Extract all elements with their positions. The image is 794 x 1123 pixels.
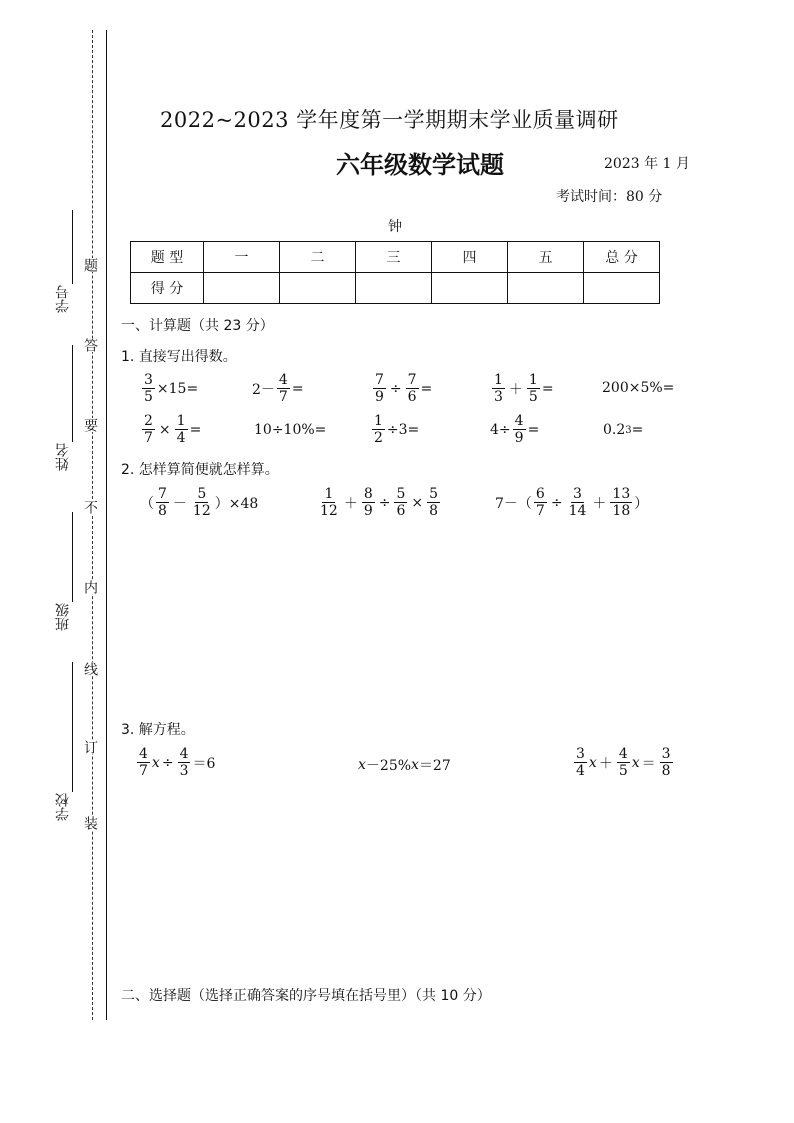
fraction xyxy=(534,486,547,519)
binding-word-nei: 内 xyxy=(82,580,98,594)
numerator: 1 xyxy=(494,372,503,388)
denominator: 5 xyxy=(528,389,538,405)
operator: ÷ xyxy=(378,494,391,511)
denominator: 3 xyxy=(179,763,189,779)
numerator: 2 xyxy=(144,413,153,429)
q1-item-f xyxy=(140,413,201,446)
denominator: 7 xyxy=(139,763,148,779)
numerator: 4 xyxy=(179,746,189,762)
expr-tail: ×15= xyxy=(156,380,199,397)
power-base: 0.2 xyxy=(603,422,626,438)
fraction xyxy=(527,372,540,405)
numerator: 3 xyxy=(661,746,671,762)
denominator: 12 xyxy=(192,503,211,519)
fraction xyxy=(277,372,290,405)
fraction xyxy=(178,746,191,779)
numerator: 8 xyxy=(363,486,373,502)
denominator: 4 xyxy=(576,763,585,779)
expr-close: ）×48 xyxy=(214,495,259,512)
operator: － xyxy=(172,495,187,512)
expr-tail: = xyxy=(541,380,554,397)
score-table-score-row xyxy=(131,273,660,304)
fraction xyxy=(362,486,375,519)
expr-tail: ＝6 xyxy=(192,755,216,772)
denominator: 5 xyxy=(618,763,628,779)
numerator: 3 xyxy=(144,372,153,388)
denominator: 8 xyxy=(429,503,439,519)
q1-label: 1. 直接写出得数。 xyxy=(121,349,237,365)
denominator: 14 xyxy=(568,503,587,519)
expr-prefix: 7－（ xyxy=(495,495,532,512)
numerator: 7 xyxy=(375,372,384,388)
score-header-4: 四 xyxy=(432,242,508,273)
field-class-label: 班级 xyxy=(55,603,71,631)
fraction xyxy=(406,372,419,405)
numerator: 4 xyxy=(618,746,628,762)
score-row-label: 得 分 xyxy=(131,273,204,304)
fraction xyxy=(610,486,632,519)
binding-word-yao: 要 xyxy=(82,418,98,432)
expr-open: （ xyxy=(140,495,154,512)
numerator: 5 xyxy=(197,486,207,502)
fraction xyxy=(660,746,673,779)
binding-word-ti: 题 xyxy=(82,258,98,272)
expr-tail: = xyxy=(189,421,202,438)
field-name-label: 姓名 xyxy=(55,443,71,471)
q1-item-h xyxy=(370,413,419,446)
expr-tail: ＝27 xyxy=(418,758,451,774)
fraction xyxy=(142,372,155,405)
denominator: 9 xyxy=(514,430,524,446)
section2-heading: 二、选择题（选择正确答案的序号填在括号里）（共 10 分） xyxy=(121,988,491,1004)
variable-x: x xyxy=(151,754,160,771)
fraction xyxy=(156,486,169,519)
score-cell-total[interactable] xyxy=(584,273,660,304)
score-header-2: 二 xyxy=(280,242,356,273)
denominator: 9 xyxy=(363,503,373,519)
numerator: 1 xyxy=(528,372,538,388)
fraction xyxy=(372,413,385,446)
numerator: 1 xyxy=(324,486,334,502)
denominator: 12 xyxy=(320,503,338,519)
q1-item-b xyxy=(252,372,304,405)
numerator: 1 xyxy=(176,413,186,429)
fraction xyxy=(394,486,407,519)
operator: ＋ xyxy=(343,495,358,512)
denominator: 3 xyxy=(494,389,503,405)
binding-solid-line xyxy=(106,30,107,1020)
expr-tail: = xyxy=(631,422,644,438)
denominator: 7 xyxy=(535,503,545,519)
exam-title: 2022~2023 学年度第一学期期末学业质量调研 xyxy=(160,108,619,132)
operator: ＋ xyxy=(598,755,613,772)
field-id-blank[interactable] xyxy=(72,210,73,284)
score-cell-1[interactable] xyxy=(204,273,280,304)
expr-tail: = xyxy=(420,380,433,397)
operator: ÷ xyxy=(550,494,563,511)
fraction xyxy=(574,746,587,779)
field-school-blank[interactable] xyxy=(72,662,73,792)
fraction xyxy=(142,413,155,446)
q3-equation-1 xyxy=(135,746,215,779)
score-header-5: 五 xyxy=(508,242,584,273)
numerator: 5 xyxy=(429,486,439,502)
binding-word-da: 答 xyxy=(82,338,98,352)
numerator: 4 xyxy=(278,372,288,388)
fraction xyxy=(513,413,526,446)
score-header-type: 题 型 xyxy=(131,242,204,273)
numerator: 7 xyxy=(158,486,167,502)
variable-x: x xyxy=(358,757,366,773)
score-header-1: 一 xyxy=(204,242,280,273)
binding-word-bu: 不 xyxy=(82,500,98,514)
power-exponent: 3 xyxy=(625,424,632,436)
denominator: 6 xyxy=(396,503,406,519)
field-id-label: 学号 xyxy=(55,285,71,313)
operator: ÷ xyxy=(161,754,174,771)
denominator: 7 xyxy=(144,430,153,446)
numerator: 7 xyxy=(407,372,417,388)
q1-item-i xyxy=(490,413,539,446)
exam-subtitle: 六年级数学试题 xyxy=(336,151,504,179)
denominator: 2 xyxy=(374,430,383,446)
q1-item-c xyxy=(371,372,432,405)
variable-x: x xyxy=(631,754,640,771)
numerator: 13 xyxy=(612,486,631,502)
expr-tail: ÷3= xyxy=(386,421,420,438)
score-cell-2[interactable] xyxy=(280,273,356,304)
numerator: 4 xyxy=(139,746,148,762)
fraction xyxy=(191,486,213,519)
operator: ＝ xyxy=(641,755,656,772)
score-header-total: 总 分 xyxy=(584,242,660,273)
expr-close: ） xyxy=(634,495,649,512)
fraction xyxy=(373,372,386,405)
denominator: 8 xyxy=(158,503,167,519)
q1-item-a xyxy=(140,372,198,405)
numerator: 3 xyxy=(576,746,585,762)
operator: × xyxy=(411,494,424,511)
variable-x: x xyxy=(588,754,597,771)
expr-tail: = xyxy=(527,421,540,438)
exam-time: 考试时间：80 分 xyxy=(556,189,663,205)
score-cell-5[interactable] xyxy=(508,273,584,304)
exam-time-continued: 钟 xyxy=(388,219,402,235)
binding-word-xian: 线 xyxy=(82,662,98,676)
q3-equation-2 xyxy=(358,755,451,775)
section1-heading: 一、计算题（共 23 分） xyxy=(121,318,274,334)
q2-expression-3 xyxy=(495,486,648,519)
numerator: 3 xyxy=(573,486,582,502)
fraction xyxy=(175,413,188,446)
fraction xyxy=(318,486,340,519)
denominator: 18 xyxy=(612,503,631,519)
score-cell-3[interactable] xyxy=(356,273,432,304)
q1-item-e: 200×5%= xyxy=(602,380,675,396)
numerator: 6 xyxy=(535,486,545,502)
fraction xyxy=(617,746,630,779)
q1-item-d xyxy=(490,372,554,405)
binding-word-zhuang: 装 xyxy=(82,816,98,830)
denominator: 9 xyxy=(375,389,384,405)
score-table-header-row xyxy=(131,242,660,273)
q1-item-g: 10÷10%= xyxy=(254,422,327,438)
q3-label: 3. 解方程。 xyxy=(121,722,195,738)
operator: × xyxy=(158,421,171,438)
denominator: 5 xyxy=(144,389,153,405)
exam-date: 2023 年 1 月 xyxy=(604,156,690,172)
denominator: 4 xyxy=(176,430,186,446)
q1-item-j xyxy=(603,422,643,438)
fraction xyxy=(427,486,440,519)
expr-prefix: 2－ xyxy=(252,381,275,398)
operator: ＋ xyxy=(592,495,607,512)
numerator: 4 xyxy=(514,413,524,429)
binding-word-ding: 订 xyxy=(82,740,98,754)
denominator: 6 xyxy=(407,389,417,405)
q2-expression-1 xyxy=(140,486,258,519)
fraction xyxy=(137,746,150,779)
variable-x: x xyxy=(411,757,419,773)
numerator: 1 xyxy=(374,413,383,429)
field-school-label: 学校 xyxy=(55,793,71,821)
score-header-3: 三 xyxy=(356,242,432,273)
q2-expression-2 xyxy=(316,486,442,519)
field-class-blank[interactable] xyxy=(72,512,73,602)
score-cell-4[interactable] xyxy=(432,273,508,304)
q3-equation-3 xyxy=(572,746,675,779)
denominator: 8 xyxy=(661,763,671,779)
fraction xyxy=(567,486,589,519)
denominator: 7 xyxy=(278,389,288,405)
operator: ＋ xyxy=(508,381,523,398)
expr-mid: －25% xyxy=(365,758,412,774)
score-table xyxy=(130,241,660,304)
operator: ÷ xyxy=(389,380,402,397)
numerator: 5 xyxy=(396,486,406,502)
q2-label: 2. 怎样算简便就怎样算。 xyxy=(121,462,279,478)
expr-prefix: 4÷ xyxy=(490,421,511,438)
fraction xyxy=(492,372,505,405)
expr-tail: = xyxy=(291,380,304,397)
field-name-blank[interactable] xyxy=(72,345,73,442)
binding-dashed-line xyxy=(92,30,93,1020)
